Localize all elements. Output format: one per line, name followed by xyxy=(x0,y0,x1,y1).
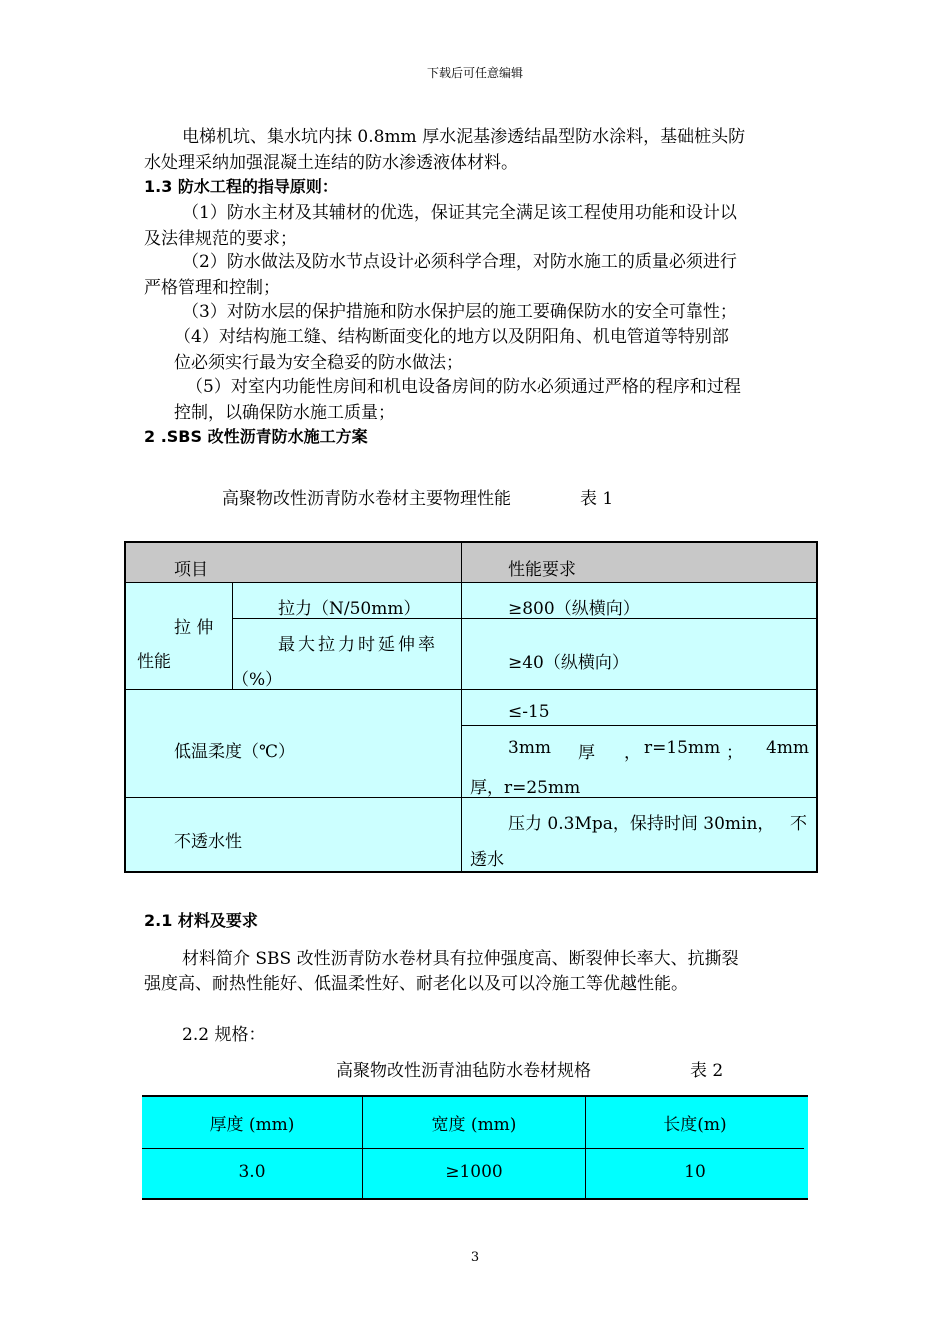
page-number: 3 xyxy=(470,1250,480,1265)
impermeability-label: 不透水性 xyxy=(174,832,242,852)
table2-cell-length: 10 xyxy=(684,1162,706,1182)
impermeability-requirement: 压力 0.3Mpa，保持时间 30min， xyxy=(508,814,775,834)
table1-header-row xyxy=(126,543,816,582)
paragraph-line: 电梯机坑、集水坑内抹 0.8mm 厚水泥基渗透结晶型防水涂料，基础桩头防 xyxy=(182,127,746,147)
table2-caption-number: 表 2 xyxy=(690,1061,724,1081)
principle-item: （3）对防水层的保护措施和防水保护层的施工要确保防水的安全可靠性； xyxy=(182,302,737,322)
elongation-label: 最大拉力时延伸率 xyxy=(278,635,438,655)
low-temp-requirement: 3mm xyxy=(508,738,552,758)
principle-item: （2）防水做法及防水节点设计必须科学合理，对防水施工的质量必须进行 xyxy=(182,252,737,272)
table2-header-width: 宽度 (mm) xyxy=(431,1115,517,1135)
paragraph-line: 材料简介 SBS 改性沥青防水卷材具有拉伸强度高、断裂伸长率大、抗撕裂 xyxy=(182,949,739,969)
table1-caption-number: 表 1 xyxy=(580,489,614,509)
table2-header-thickness: 厚度 (mm) xyxy=(209,1115,295,1135)
elongation-requirement: ≥40（纵横向） xyxy=(508,653,629,673)
tensile-label: 拉 伸 xyxy=(174,618,214,638)
section-heading-2-1: 2.1 材料及要求 xyxy=(144,911,258,930)
principle-item: （5）对室内功能性房间和机电设备房间的防水必须通过严格的程序和过程 xyxy=(186,377,741,397)
table1-header-item: 项目 xyxy=(174,560,208,580)
paragraph-line: 水处理采纳加强混凝土连结的防水渗透液体材料。 xyxy=(144,153,518,173)
tension-label: 拉力（N/50mm） xyxy=(278,599,421,619)
table2-cell-width: ≥1000 xyxy=(445,1162,503,1182)
principle-item: 位必须实行最为安全稳妥的防水做法； xyxy=(174,353,463,373)
section-heading-2: 2 .SBS 改性沥青防水施工方案 xyxy=(144,427,368,446)
low-temp-requirement: ， xyxy=(624,743,641,763)
table-physical-properties xyxy=(124,541,818,873)
low-temp-requirement: ； xyxy=(726,743,743,763)
tensile-label: 性能 xyxy=(137,652,171,672)
principle-item: （1）防水主材及其辅材的优选，保证其完全满足该工程使用功能和设计以 xyxy=(182,203,737,223)
elongation-label: （%） xyxy=(232,670,283,690)
table1-header-requirement: 性能要求 xyxy=(508,560,576,580)
table2-header-length: 长度(m) xyxy=(663,1115,727,1135)
low-temp-requirement: 4mm xyxy=(766,738,810,758)
low-temp-requirement: ≤-15 xyxy=(508,702,550,722)
impermeability-requirement: 透水 xyxy=(470,850,504,870)
header-note: 下载后可任意编辑 xyxy=(426,66,523,80)
principle-item: 控制，以确保防水施工质量； xyxy=(174,403,395,423)
section-heading-1-3: 1.3 防水工程的指导原则： xyxy=(144,177,338,196)
table1-caption: 高聚物改性沥青防水卷材主要物理性能 xyxy=(222,489,511,509)
low-temp-requirement: 厚 xyxy=(578,743,595,763)
low-temp-flexibility-label: 低温柔度（℃） xyxy=(174,742,296,762)
principle-item: 及法律规范的要求； xyxy=(144,229,297,249)
low-temp-requirement: 厚，r=25mm xyxy=(470,778,581,798)
table2-cell-thickness: 3.0 xyxy=(238,1162,266,1182)
impermeability-requirement: 不 xyxy=(790,814,807,834)
principle-item: 严格管理和控制； xyxy=(144,278,280,298)
table-specifications xyxy=(142,1095,808,1200)
tension-requirement: ≥800（纵横向） xyxy=(508,599,640,619)
table2-caption: 高聚物改性沥青油毡防水卷材规格 xyxy=(336,1061,591,1081)
low-temp-requirement: r=15mm xyxy=(644,738,721,758)
paragraph-line: 强度高、耐热性能好、低温柔性好、耐老化以及可以冷施工等优越性能。 xyxy=(144,974,688,994)
principle-item: （4）对结构施工缝、结构断面变化的地方以及阴阳角、机电管道等特别部 xyxy=(174,327,729,347)
spec-label: 2.2 规格： xyxy=(182,1025,266,1045)
